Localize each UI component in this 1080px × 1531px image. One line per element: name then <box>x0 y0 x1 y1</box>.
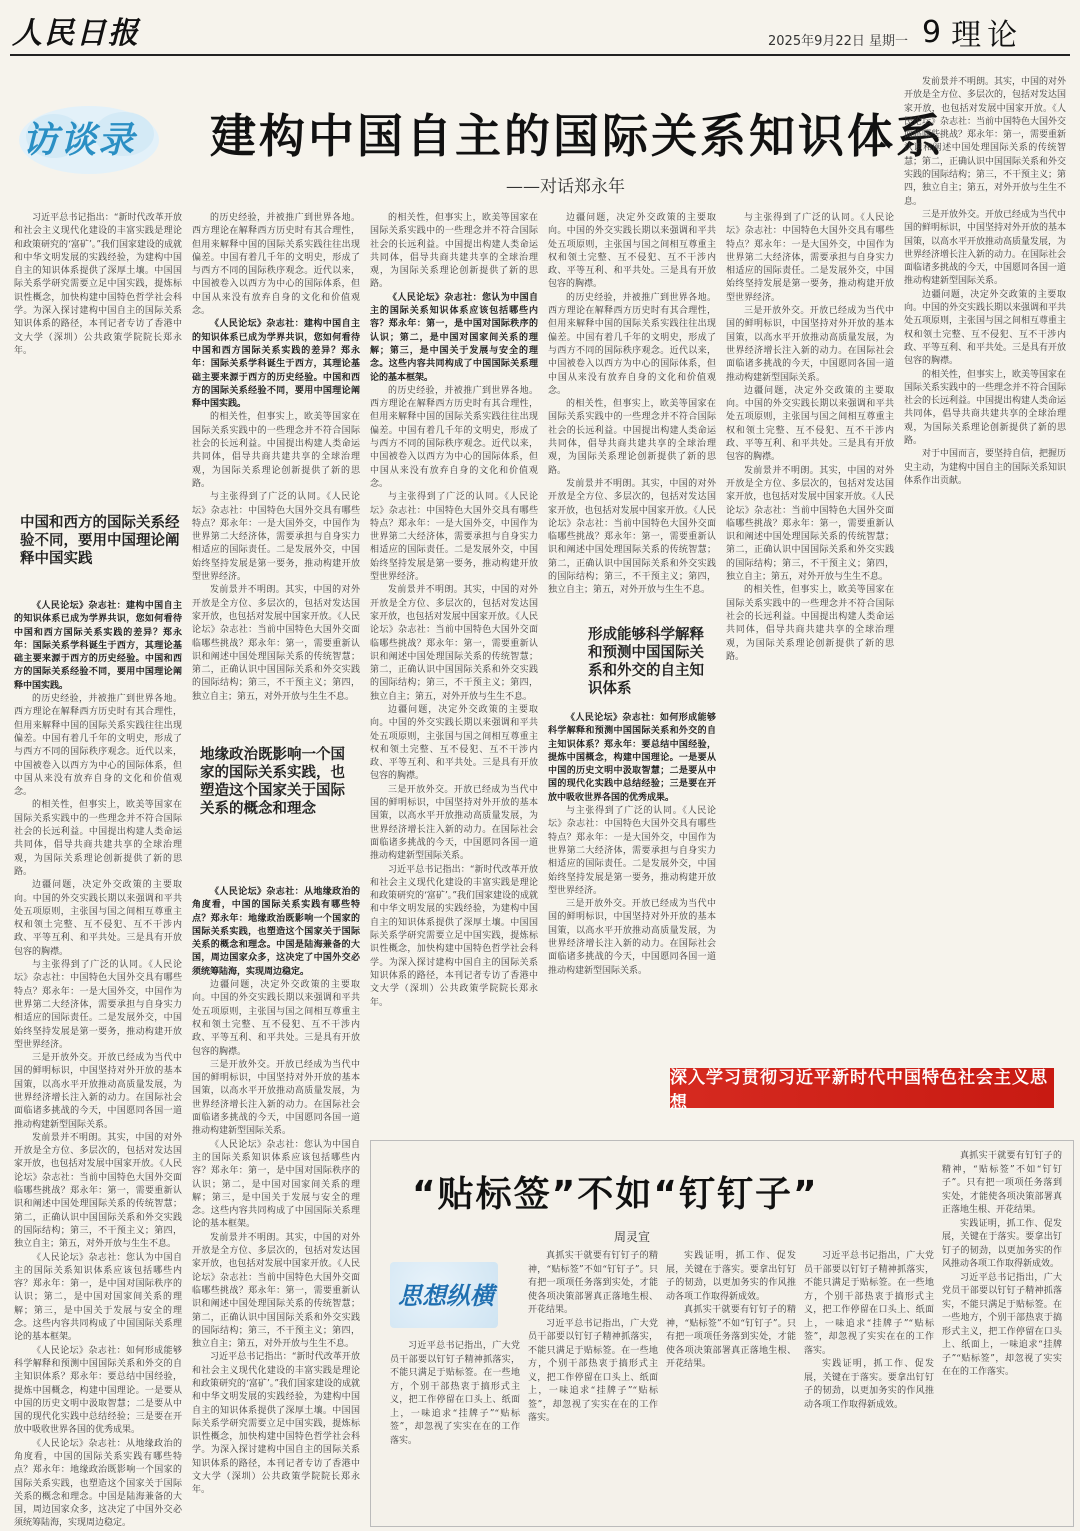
paragraph: 三是开放外交。开放已经成为当代中国的鲜明标识，中国坚持对外开放的基本国策，以高水平开放推动高质量发展，为世界经济增长注入新的动力。在国际社会面临诸多挑战的今天，中国愿同各国一道推动构建新型国际关系。 <box>370 784 538 862</box>
commentary-author: 周灵宣 <box>614 1230 651 1244</box>
paragraph: 习近平总书记指出，广大党员干部要以钉钉子精神抓落实，不能只满足于贴标签。在一些地方，个别干部热衷于搞形式主义，把工作停留在口头上、纸面上，一味追求“挂牌子”“贴标签”，却忽视了实实在在的工作落实。 <box>804 1251 934 1356</box>
paragraph: 发前景并不明朗。其实，中国的对外开放是全方位、多层次的，包括对发达国家开放，也包括对发展中国家开放。《人民论坛》杂志社：当前中国特色大国外交面临哪些挑战？郑永年：第一，需要重新认识和阐述中国处理国际关系的传统智慧；第二，正确认识中国国际关系和外交实践的国际结构；第三，不干预主义；第四，独立自主；第五，对外开放与生生不息。 <box>192 585 360 702</box>
paragraph: 三是开放外交。开放已经成为当代中国的鲜明标识，中国坚持对外开放的基本国策，以高水平开放推动高质量发展，为世界经济增长注入新的动力。在国际社会面临诸多挑战的今天，中国愿同各国一道推动构建新型国际关系。 <box>14 1053 182 1130</box>
masthead-rule <box>10 54 1070 56</box>
subhead-1: 中国和西方的国际关系经验不同，要用中国理论阐释中国实践 <box>20 515 180 567</box>
paragraph: 边疆问题，决定外交政策的主要取向。中国的外交实践长期以来强调和平共处五项原则，主张国与国之间相互尊重主权和领土完整、互不侵犯、互不干涉内政、平等互利、和平共处。三是具有开放包容的胸襟。 <box>904 289 1067 367</box>
paragraph: 《人民论坛》杂志社：如何形成能够科学解释和预测中国国际关系和外交的自主知识体系？郑永年：要总结中国经验，提炼中国概念，构建中国理论。一是要从中国的历史文明中汲取智慧；二是要从中国的现代化实践中总结经验；三是要在开放中吸收世界各国的优秀成果。 <box>548 713 716 803</box>
masthead <box>0 0 1080 60</box>
column-logo-text: 思想纵横 <box>398 1281 494 1310</box>
paragraph: 的历史经验，并被推广到世界各地。西方理论在解释西方历史时有其合理性，但用来解释中国的国际关系实践往往出现偏差。中国有着几千年的文明史，形成了与西方不同的国际秩序观念。近代以来，中国被卷入以西方为中心的国际体系，但中国从来没有放弃自身的文化和价值观念。 <box>14 694 182 798</box>
page-number: 9 <box>922 14 942 50</box>
interview-badge-text: 访谈录 <box>22 119 137 161</box>
paragraph: 三是开放外交。开放已经成为当代中国的鲜明标识，中国坚持对外开放的基本国策，以高水平开放推动高质量发展，为世界经济增长注入新的动力。在国际社会面临诸多挑战的今天，中国愿同各国一道推动构建新型国际关系。 <box>192 1059 360 1137</box>
paragraph: 发前景并不明朗。其实，中国的对外开放是全方位、多层次的，包括对发达国家开放，也包括对发展中国家开放。《人民论坛》杂志社：当前中国特色大国外交面临哪些挑战？郑永年：第一，需要重新认识和阐述中国处理国际关系的传统智慧；第二，正确认识中国国际关系和外交实践的国际结构；第三，不干预主义；第四，独立自主；第五，对外开放与生生不息。 <box>548 478 716 596</box>
paragraph: 《人民论坛》杂志社：从地缘政治的角度看，中国的国际关系实践有哪些特点？郑永年：地缘政治既影响一个国家的国际关系实践，也塑造这个国家关于国际关系的概念和理念。中国是陆海兼备的大国，周边国家众多，这决定了中国外交必须统筹陆海，实现周边稳定。 <box>14 1438 182 1529</box>
article-headline: 建构中国自主的国际关系知识体系 <box>210 109 945 163</box>
paragraph: 的相关性，但事实上，欧美等国家在国际关系实践中的一些理念并不符合国际社会的长远利益。中国提出构建人类命运共同体，倡导共商共建共享的全球治理观，为国际关系理论创新提供了新的思路。 <box>14 800 182 877</box>
column-1-intro <box>14 212 182 502</box>
paragraph: 的相关性，但事实上，欧美等国家在国际关系实践中的一些理念并不符合国际社会的长远利益。中国提出构建人类命运共同体，倡导共商共建共享的全球治理观，为国际关系理论创新提供了新的思路。 <box>192 412 360 489</box>
column-1-body <box>14 600 182 1529</box>
commentary-col-5 <box>942 1150 1062 1518</box>
paragraph: 的相关性，但事实上，欧美等国家在国际关系实践中的一些理念并不符合国际社会的长远利益。中国提出构建人类命运共同体，倡导共商共建共享的全球治理观，为国际关系理论创新提供了新的思路。 <box>370 213 538 290</box>
paragraph: 真抓实干就要有钉钉子的精神，“贴标签”不如“钉钉子”。只有把一项项任务落到实处，才能使各项决策部署真正落地生根、开花结果。 <box>666 1305 796 1369</box>
newspaper-logo: 人民日报 <box>12 16 140 51</box>
theme-banner-text: 深入学习贯彻习近平新时代中国特色社会主义思想 <box>670 1068 1048 1113</box>
paragraph: 真抓实干就要有钉钉子的精神，“贴标签”不如“钉钉子”。只有把一项项任务落到实处，才能使各项决策部署真正落地生根、开花结果。 <box>528 1251 658 1315</box>
paragraph: 与主张得到了广泛的认同。《人民论坛》杂志社：中国特色大国外交具有哪些特点？郑永年：一是大国外交，中国作为世界第二大经济体，需要承担与自身实力相适应的国际责任。二是发展外交，中国始终坚持发展是第一要务，推动构建开放型世界经济。 <box>548 806 716 896</box>
paragraph: 《人民论坛》杂志社：从地缘政治的角度看，中国的国际关系实践有哪些特点？郑永年：地缘政治既影响一个国家的国际关系实践，也塑造这个国家关于国际关系的概念和理念。中国是陆海兼备的大国，周边国家众多，这决定了中国外交必须统筹陆海，实现周边稳定。 <box>192 887 360 977</box>
paragraph: 《人民论坛》杂志社：您认为中国自主的国际关系知识体系应该包括哪些内容？郑永年：第一，是中国对国际秩序的认识；第二，是中国对国家间关系的理解；第三，是中国关于发展与安全的理念。这些内容共同构成了中国国际关系理论的基本框架。 <box>14 1252 182 1343</box>
paragraph: 习近平总书记指出，广大党员干部要以钉钉子精神抓落实，不能只满足于贴标签。在一些地方，个别干部热衷于搞形式主义，把工作停留在口头上、纸面上，一味追求“挂牌子”“贴标签”，却忽视了实实在在的工作落实。 <box>528 1318 658 1423</box>
subhead-2: 地缘政治既影响一个国家的国际关系实践，也塑造这个国家关于国际关系的概念和理念 <box>200 747 345 817</box>
page-label <box>922 14 1062 53</box>
paragraph: 习近平总书记指出，广大党员干部要以钉钉子精神抓落实，不能只满足于贴标签。在一些地方，个别干部热衷于搞形式主义，把工作停留在口头上、纸面上，一味追求“挂牌子”“贴标签”，却忽视了实实在在的工作落实。 <box>942 1272 1062 1377</box>
paragraph: 《人民论坛》杂志社：建构中国自主的知识体系已成为学界共识，您如何看待中国和西方国际关系实践的差异？郑永年：国际关系学科诞生于西方，其理论基础主要来源于西方的历史经验。中国和西方的国际关系经验不同，要用中国理论阐释中国实践。 <box>192 319 360 410</box>
paragraph: 实践证明，抓工作、促发展，关键在于落实。要拿出钉钉子的韧劲，以更加务实的作风推动各项工作取得新成效。 <box>666 1251 796 1302</box>
column-2-body <box>192 886 360 1520</box>
article-subhead: ——对话郑永年 <box>506 177 625 197</box>
paragraph: 的相关性，但事实上，欧美等国家在国际关系实践中的一些理念并不符合国际社会的长远利益。中国提出构建人类命运共同体，倡导共商共建共享的全球治理观，为国际关系理论创新提供了新的思路。 <box>904 369 1067 447</box>
paragraph: 实践证明，抓工作、促发展，关键在于落实。要拿出钉钉子的韧劲，以更加务实的作风推动各项工作取得新成效。 <box>942 1218 1062 1269</box>
paragraph: 与主张得到了广泛的认同。《人民论坛》杂志社：中国特色大国外交具有哪些特点？郑永年：一是大国外交，中国作为世界第二大经济体，需要承担与自身实力相适应的国际责任。二是发展外交，中国始终坚持发展是第一要务，推动构建开放型世界经济。 <box>14 960 182 1050</box>
paragraph: 发前景并不明朗。其实，中国的对外开放是全方位、多层次的，包括对发达国家开放，也包括对发展中国家开放。《人民论坛》杂志社：当前中国特色大国外交面临哪些挑战？郑永年：第一，需要重新认识和阐述中国处理国际关系的传统智慧；第二，正确认识中国国际关系和外交实践的国际结构；第三，不干预主义；第四，独立自主；第五，对外开放与生生不息。 <box>370 585 538 702</box>
commentary-col-3 <box>666 1250 796 1518</box>
paragraph: 发前景并不明朗。其实，中国的对外开放是全方位、多层次的，包括对发达国家开放，也包括对发展中国家开放。《人民论坛》杂志社：当前中国特色大国外交面临哪些挑战？郑永年：第一，需要重新认识和阐述中国处理国际关系的传统智慧；第二，正确认识中国国际关系和外交实践的国际结构；第三，不干预主义；第四，独立自主；第五，对外开放与生生不息。 <box>726 465 894 583</box>
column-4-top <box>548 212 716 612</box>
section-name: 理论 <box>951 18 1024 53</box>
paragraph: 《人民论坛》杂志社：建构中国自主的知识体系已成为学界共识，您如何看待中国和西方国际关系实践的差异？郑永年：国际关系学科诞生于西方，其理论基础主要来源于西方的历史经验。中国和西方的国际关系经验不同，要用中国理论阐释中国实践。 <box>14 601 182 691</box>
column-2-top <box>192 212 360 732</box>
paragraph: 的相关性，但事实上，欧美等国家在国际关系实践中的一些理念并不符合国际社会的长远利益。中国提出构建人类命运共同体，倡导共商共建共享的全球治理观，为国际关系理论创新提供了新的思路。 <box>726 585 894 662</box>
issue-date: 2025年9月22日 星期一 <box>768 34 909 49</box>
paragraph: 《人民论坛》杂志社：您认为中国自主的国际关系知识体系应该包括哪些内容？郑永年：第一，是中国对国际秩序的认识；第二，是中国对国家间关系的理解；第三，是中国关于发展与安全的理念。这些内容共同构成了中国国际关系理论的基本框架。 <box>370 292 538 383</box>
commentary-title: “贴标签”不如“钉钉子” <box>412 1174 819 1215</box>
paragraph: 边疆问题，决定外交政策的主要取向。中国的外交实践长期以来强调和平共处五项原则，主张国与国之间相互尊重主权和领土完整、互不侵犯、互不干涉内政、平等互利、和平共处。三是具有开放包容的胸襟。 <box>370 704 538 782</box>
paragraph: 习近平总书记指出：“新时代改革开放和社会主义现代化建设的丰富实践是理论和政策研究的‘富矿’。”我们国家建设的成就和中华文明发展的实践经验，为建构中国自主的知识体系提供了深厚土壤。中国国际关系学研究需要立足中国实践，提炼标识性概念，加快构建中国特色哲学社会科学。为深入探讨建构中国自主的国际关系知识体系的路径，本刊记者专访了香港中文大学（深圳）公共政策学院院长郑永年。 <box>192 1352 360 1496</box>
paragraph: 发前景并不明朗。其实，中国的对外开放是全方位、多层次的，包括对发达国家开放，也包括对发展中国家开放。《人民论坛》杂志社：当前中国特色大国外交面临哪些挑战？郑永年：第一，需要重新认识和阐述中国处理国际关系的传统智慧；第二，正确认识中国国际关系和外交实践的国际结构；第三，不干预主义；第四，独立自主；第五，对外开放与生生不息。 <box>192 1232 360 1350</box>
column-3 <box>370 212 538 1132</box>
theme-banner <box>670 1068 1054 1113</box>
paragraph: 《人民论坛》杂志社：如何形成能够科学解释和预测中国国际关系和外交的自主知识体系？郑永年：要总结中国经验，提炼中国概念，构建中国理论。一是要从中国的历史文明中汲取智慧；二是要从中国的现代化实践中总结经验；三是要在开放中吸收世界各国的优秀成果。 <box>14 1345 182 1436</box>
column-5 <box>726 212 894 1060</box>
column-6 <box>904 76 1066 1060</box>
paragraph: 习近平总书记指出：“新时代改革开放和社会主义现代化建设的丰富实践是理论和政策研究的‘富矿’。”我们国家建设的成就和中华文明发展的实践经验，为建构中国自主的知识体系提供了深厚土壤。中国国际关系学研究需要立足中国实践，提炼标识性概念，加快构建中国特色哲学社会科学。为深入探讨建构中国自主的国际关系知识体系的路径，本刊记者专访了香港中文大学（深圳）公共政策学院院长郑永年。 <box>370 864 538 1008</box>
paragraph: 的历史经验，并被推广到世界各地。西方理论在解释西方历史时有其合理性，但用来解释中国的国际关系实践往往出现偏差。中国有着几千年的文明史，形成了与西方不同的国际秩序观念。近代以来，中国被卷入以西方为中心的国际体系，但中国从来没有放弃自身的文化和价值观念。 <box>370 385 538 489</box>
column-4-body <box>548 712 716 1056</box>
paragraph: 的相关性，但事实上，欧美等国家在国际关系实践中的一些理念并不符合国际社会的长远利益。中国提出构建人类命运共同体，倡导共商共建共享的全球治理观，为国际关系理论创新提供了新的思路。 <box>548 399 716 476</box>
paragraph: 三是开放外交。开放已经成为当代中国的鲜明标识，中国坚持对外开放的基本国策，以高水平开放推动高质量发展，为世界经济增长注入新的动力。在国际社会面临诸多挑战的今天，中国愿同各国一道推动构建新型国际关系。 <box>904 209 1067 287</box>
paragraph: 真抓实干就要有钉钉子的精神，“贴标签”不如“钉钉子”。只有把一项项任务落到实处，才能使各项决策部署真正落地生根、开花结果。 <box>942 1151 1062 1215</box>
paragraph: 边疆问题，决定外交政策的主要取向。中国的外交实践长期以来强调和平共处五项原则，主张国与国之间相互尊重主权和领土完整、互不侵犯、互不干涉内政、平等互利、和平共处。三是具有开放包容的胸襟。 <box>192 980 360 1057</box>
paragraph: 习近平总书记指出：“新时代改革开放和社会主义现代化建设的丰富实践是理论和政策研究的‘富矿’。”我们国家建设的成就和中华文明发展的实践经验，为建构中国自主的知识体系提供了深厚土壤。中国国际关系学研究需要立足中国实践，提炼标识性概念，加快构建中国特色哲学社会科学。为深入探讨建构中国自主的国际关系知识体系的路径，本刊记者专访了香港中文大学（深圳）公共政策学院院长郑永年。 <box>14 213 182 356</box>
paragraph: 习近平总书记指出，广大党员干部要以钉钉子精神抓落实，不能只满足于贴标签。在一些地方，个别干部热衷于搞形式主义，把工作停留在口头上、纸面上，一味追求“挂牌子”“贴标签”，却忽视了实实在在的工作落实。 <box>390 1341 520 1446</box>
paragraph: 边疆问题，决定外交政策的主要取向。中国的外交实践长期以来强调和平共处五项原则，主张国与国之间相互尊重主权和领土完整、互不侵犯、互不干涉内政、平等互利、和平共处。三是具有开放包容的胸襟。 <box>548 213 716 290</box>
paragraph: 与主张得到了广泛的认同。《人民论坛》杂志社：中国特色大国外交具有哪些特点？郑永年：一是大国外交，中国作为世界第二大经济体，需要承担与自身实力相适应的国际责任。二是发展外交，中国始终坚持发展是第一要务，推动构建开放型世界经济。 <box>370 492 538 583</box>
paragraph: 发前景并不明朗。其实，中国的对外开放是全方位、多层次的，包括对发达国家开放，也包括对发展中国家开放。《人民论坛》杂志社：当前中国特色大国外交面临哪些挑战？郑永年：第一，需要重新认识和阐述中国处理国际关系的传统智慧；第二，正确认识中国国际关系和外交实践的国际结构；第三，不干预主义；第四，独立自主；第五，对外开放与生生不息。 <box>904 77 1067 207</box>
commentary-col-1 <box>390 1340 520 1518</box>
paragraph: 与主张得到了广泛的认同。《人民论坛》杂志社：中国特色大国外交具有哪些特点？郑永年：一是大国外交，中国作为世界第二大经济体，需要承担与自身实力相适应的国际责任。二是发展外交，中国始终坚持发展是第一要务，推动构建开放型世界经济。 <box>192 492 360 583</box>
paragraph: 边疆问题，决定外交政策的主要取向。中国的外交实践长期以来强调和平共处五项原则，主张国与国之间相互尊重主权和领土完整、互不侵犯、互不干涉内政、平等互利、和平共处。三是具有开放包容的胸襟。 <box>14 880 182 957</box>
paragraph: 三是开放外交。开放已经成为当代中国的鲜明标识，中国坚持对外开放的基本国策，以高水平开放推动高质量发展，为世界经济增长注入新的动力。在国际社会面临诸多挑战的今天，中国愿同各国一道推动构建新型国际关系。 <box>726 306 894 383</box>
paragraph: 与主张得到了广泛的认同。《人民论坛》杂志社：中国特色大国外交具有哪些特点？郑永年：一是大国外交，中国作为世界第二大经济体，需要承担与自身实力相适应的国际责任。二是发展外交，中国始终坚持发展是第一要务，推动构建开放型世界经济。 <box>726 213 894 303</box>
paragraph: 《人民论坛》杂志社：您认为中国自主的国际关系知识体系应该包括哪些内容？郑永年：第一，是中国对国际秩序的认识；第二，是中国对国家间关系的理解；第三，是中国关于发展与安全的理念。这些内容共同构成了中国国际关系理论的基本框架。 <box>192 1139 360 1230</box>
paragraph: 的历史经验，并被推广到世界各地。西方理论在解释西方历史时有其合理性，但用来解释中国的国际关系实践往往出现偏差。中国有着几千年的文明史，形成了与西方不同的国际秩序观念。近代以来，中国被卷入以西方为中心的国际体系，但中国从来没有放弃自身的文化和价值观念。 <box>548 292 716 396</box>
paragraph: 发前景并不明朗。其实，中国的对外开放是全方位、多层次的，包括对发达国家开放，也包括对发展中国家开放。《人民论坛》杂志社：当前中国特色大国外交面临哪些挑战？郑永年：第一，需要重新认识和阐述中国处理国际关系的传统智慧；第二，正确认识中国国际关系和外交实践的国际结构；第三，不干预主义；第四，独立自主；第五，对外开放与生生不息。 <box>14 1132 182 1250</box>
paragraph: 边疆问题，决定外交政策的主要取向。中国的外交实践长期以来强调和平共处五项原则，主张国与国之间相互尊重主权和领土完整、互不侵犯、互不干涉内政、平等互利、和平共处。三是具有开放包容的胸襟。 <box>726 385 894 463</box>
paragraph: 实践证明，抓工作、促发展，关键在于落实。要拿出钉钉子的韧劲，以更加务实的作风推动各项工作取得新成效。 <box>804 1359 934 1410</box>
commentary-col-2 <box>528 1250 658 1518</box>
paragraph: 三是开放外交。开放已经成为当代中国的鲜明标识，中国坚持对外开放的基本国策，以高水平开放推动高质量发展，为世界经济增长注入新的动力。在国际社会面临诸多挑战的今天，中国愿同各国一道推动构建新型国际关系。 <box>548 899 716 976</box>
paragraph: 的历史经验，并被推广到世界各地。西方理论在解释西方历史时有其合理性，但用来解释中国的国际关系实践往往出现偏差。中国有着几千年的文明史，形成了与西方不同的国际秩序观念。近代以来，中国被卷入以西方为中心的国际体系，但中国从来没有放弃自身的文化和价值观念。 <box>192 213 360 317</box>
subhead-3: 形成能够科学解释和预测中国国际关系和外交的自主知识体系 <box>588 627 704 697</box>
paragraph: 对于中国而言，要坚持自信，把握历史主动，为建构中国自主的国际关系知识体系作出贡献。 <box>904 449 1067 486</box>
commentary-col-4 <box>804 1250 934 1518</box>
